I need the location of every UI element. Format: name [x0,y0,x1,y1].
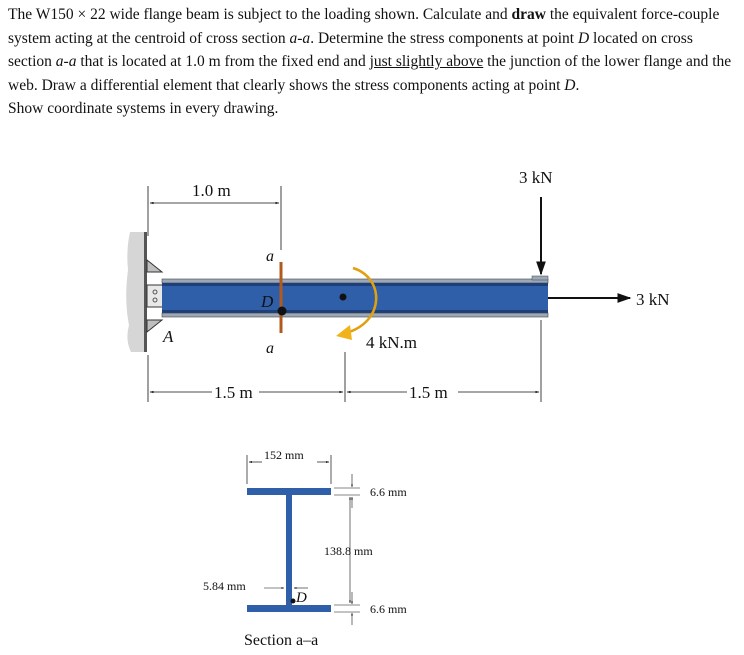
point-ref: D [564,76,576,94]
problem-text: the junction of the lower flange and the web. Draw a differential element that clearly shows the stress components acting at point [8,53,732,94]
axial-load-label: 3 kN [636,290,670,309]
beam-figure [126,168,669,402]
vertical-load-label: 3 kN [519,168,553,187]
couple-label: 4 kN.m [366,333,417,352]
problem-underlined-text: just slightly above [369,53,484,70]
dimension-1m-label: 1.0 m [192,181,231,200]
section-width-label: 152 mm [264,448,304,462]
problem-text: located on cross section [8,29,693,70]
point-d-marker [278,307,287,316]
support-bracket [147,260,164,332]
section-label-bottom: a [266,340,274,357]
section-ref: a-a [55,53,77,70]
section-point-d-label: D [296,590,307,606]
dimension-1m [148,181,281,250]
wide-flange-beam [162,276,548,317]
top-flange [247,488,331,495]
problem-text: that is located at 1.0 m from the fixed end and [76,53,370,70]
web-thickness-label: 5.84 mm [203,579,246,593]
span-right-label: 1.5 m [409,383,448,402]
support-label: A [163,327,174,346]
fixed-wall [126,232,147,352]
depth-label: 138.8 mm [324,544,373,558]
span-left-label: 1.5 m [214,383,253,402]
point-d-label: D [261,292,274,311]
section-label-top: a [266,248,274,265]
flange-top-label: 6.6 mm [370,485,407,499]
problem-text: The W150 × 22 wide flange beam is subject to the loading shown. Calculate and [8,6,512,23]
problem-text: . Determine the stress components at point [310,29,578,47]
point-ref: D [577,29,590,47]
couple-arrowhead [336,325,352,340]
problem-instruction: Show coordinate systems in every drawing. [8,100,279,117]
problem-text: the equivalent force-couple system acting at the centroid of cross section [8,6,720,47]
section-point-d [291,599,296,604]
problem-text: . [575,76,580,94]
centroid-dot [340,294,347,301]
problem-bold-word: draw [511,6,546,23]
web [286,495,292,605]
section-ref: a-a [289,29,311,47]
section-caption: Section a–a [244,632,319,649]
section-figure [203,448,407,649]
bottom-flange [247,605,331,612]
flange-bottom-label: 6.6 mm [370,602,407,616]
